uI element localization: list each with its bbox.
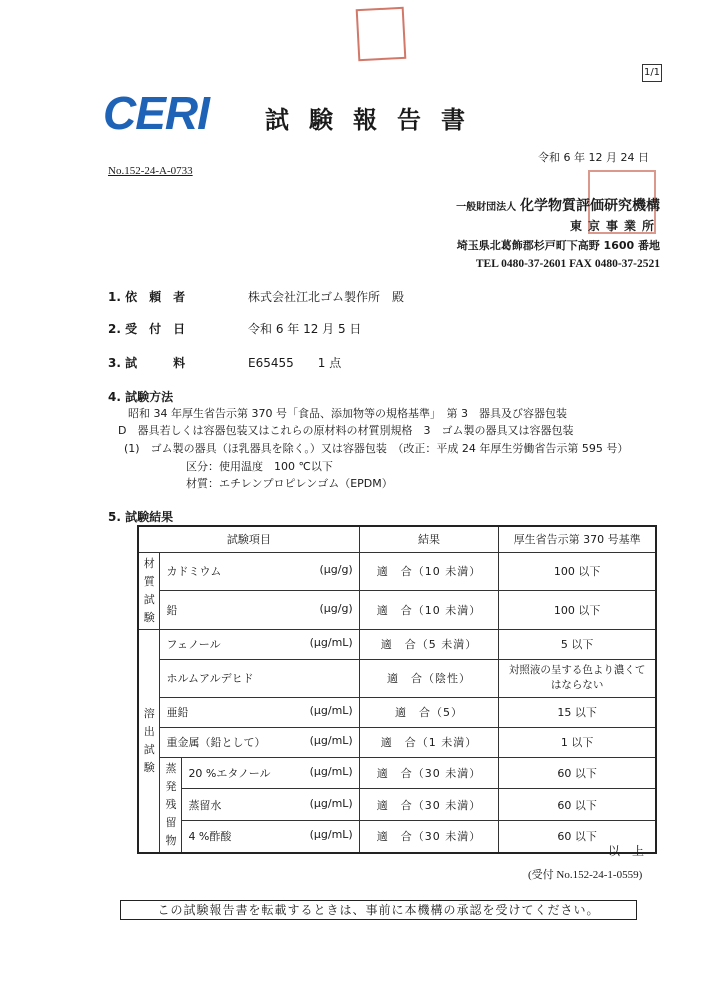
results-label: 5. 試験結果 xyxy=(108,510,174,524)
results-table xyxy=(137,525,657,854)
row-standard: 1 以下 xyxy=(499,727,656,757)
row-result: 適 合（5） xyxy=(359,697,498,727)
client-label: 1. 依 頼 者 xyxy=(108,290,186,304)
row-item: 蒸留水 (μg/mL) xyxy=(182,789,359,821)
row-result: 適 合（30 未満） xyxy=(359,821,498,853)
row-standard: 60 以下 xyxy=(499,757,656,789)
table-row xyxy=(138,727,656,757)
organization-name-line xyxy=(456,197,660,217)
table-row xyxy=(138,821,656,853)
row-standard: 5 以下 xyxy=(499,629,656,659)
row-item: 4 %酢酸 (μg/mL) xyxy=(182,821,359,853)
table-row xyxy=(138,629,656,659)
row-standard: 15 以下 xyxy=(499,697,656,727)
table-row xyxy=(138,591,656,630)
organization-name: 化学物質評価研究機構 xyxy=(520,198,660,214)
method-line-5: 材質：エチレンプロピレンゴム（EPDM） xyxy=(186,477,393,490)
sample-label: 3. 試 料 xyxy=(108,356,186,370)
group-material-test: 材質試験 xyxy=(138,552,160,629)
row-result: 適 合（30 未満） xyxy=(359,789,498,821)
reprint-notice: この試験報告書を転載するときは、事前に本機構の承認を受けてください。 xyxy=(120,900,637,920)
row-item: 20 %エタノール (μg/mL) xyxy=(182,757,359,789)
row-result: 適 合（1 未満） xyxy=(359,727,498,757)
method-line-2: D 器具若しくは容器包装又はこれらの原材料の材質別規格 3 ゴム製の器具又は容器包装 xyxy=(118,424,574,437)
row-result: 適 合（5 未満） xyxy=(359,629,498,659)
method-label: 4. 試験方法 xyxy=(108,390,174,404)
row-result: 適 合（陰性） xyxy=(359,659,498,697)
subgroup-evaporation-residue: 蒸発残留物 xyxy=(160,757,182,853)
header-test-item: 試験項目 xyxy=(138,526,359,552)
row-result: 適 合（10 未満） xyxy=(359,552,498,591)
row-item: フェノール (μg/mL) xyxy=(160,629,359,659)
row-standard: 100 以下 xyxy=(499,591,656,630)
report-number: No.152-24-A-0733 xyxy=(108,165,193,177)
method-line-4: 区分：使用温度 100 ℃以下 xyxy=(186,460,333,473)
received-date-value: 令和 6 年 12 月 5 日 xyxy=(248,322,362,336)
row-standard: 対照液の呈する色より濃くてはならない xyxy=(499,659,656,697)
table-row xyxy=(138,757,656,789)
row-item: ホルムアルデヒド xyxy=(160,659,359,697)
method-line-1: 昭和 34 年厚生省告示第 370 号「食品、添加物等の規格基準」 第 3 器具及び容器包装 xyxy=(128,407,567,420)
table-row xyxy=(138,789,656,821)
group-elution-test: 溶出試験 xyxy=(138,629,160,853)
report-date: 令和 6 年 12 月 24 日 xyxy=(538,151,649,164)
header-result: 結果 xyxy=(359,526,498,552)
row-item: 鉛 (μg/g) xyxy=(160,591,359,630)
page-number: 1/1 xyxy=(642,64,662,82)
row-standard: 60 以下 xyxy=(499,789,656,821)
top-seal-stamp xyxy=(356,7,407,61)
row-standard: 60 以下 xyxy=(499,821,656,853)
row-result: 適 合（30 未満） xyxy=(359,757,498,789)
row-item: 亜鉛 (μg/mL) xyxy=(160,697,359,727)
organization-prefix: 一般財団法人 xyxy=(456,202,517,213)
row-result: 適 合（10 未満） xyxy=(359,591,498,630)
table-row xyxy=(138,659,656,697)
table-row xyxy=(138,697,656,727)
organization-office: 東京事業所 xyxy=(569,219,660,233)
header-standard: 厚生省告示第 370 号基準 xyxy=(499,526,656,552)
table-row xyxy=(138,552,656,591)
client-value: 株式会社江北ゴム製作所 殿 xyxy=(248,290,405,304)
organization-address: 埼玉県北葛飾郡杉戸町下高野 1600 番地 xyxy=(456,239,660,252)
row-standard: 100 以下 xyxy=(499,552,656,591)
sample-value: E65455 1 点 xyxy=(248,356,342,370)
table-header-row xyxy=(138,526,656,552)
organization-block xyxy=(456,197,660,274)
row-item: カドミウム (μg/g) xyxy=(160,552,359,591)
receipt-number: (受付 No.152-24-1-0559) xyxy=(528,869,643,881)
organization-contact: TEL 0480-37-2601 FAX 0480-37-2521 xyxy=(475,258,660,270)
row-item: 重金属（鉛として） (μg/mL) xyxy=(160,727,359,757)
received-date-label: 2. 受 付 日 xyxy=(108,322,186,336)
method-line-3: (1) ゴム製の器具（ほ乳器具を除く。）又は容器包装 （改正：平成 24 年厚生労働省告示第 595 号） xyxy=(124,442,629,455)
ceri-logo: CERI xyxy=(103,87,209,139)
end-mark: 以上 xyxy=(608,844,657,858)
page-title: 試験報告書 xyxy=(265,106,485,134)
